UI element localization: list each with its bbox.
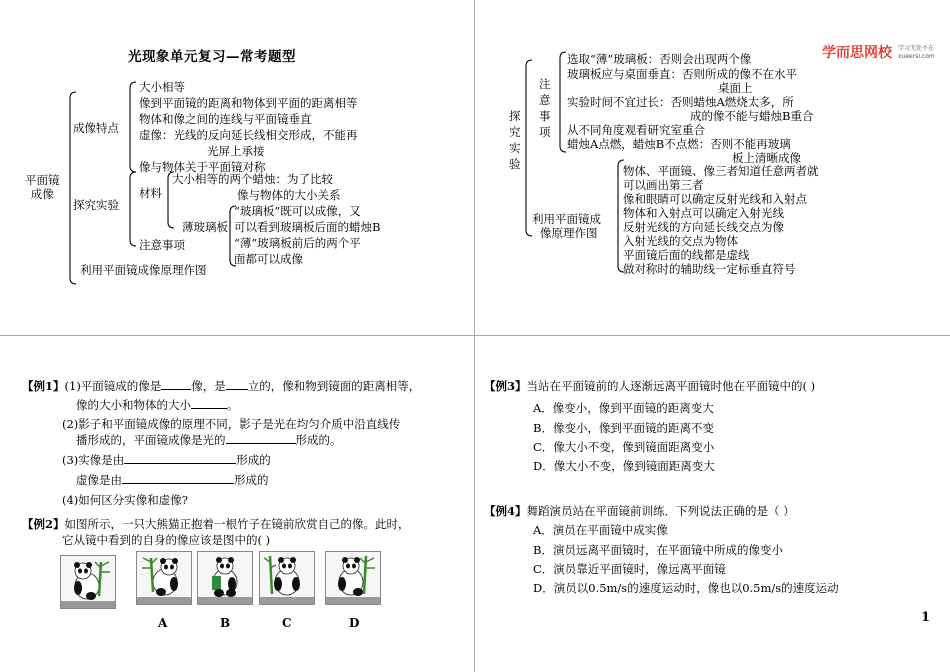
feature-4b: 光屏上承接 [207, 144, 265, 158]
ex1-line-6: 虚像是由 形成的 [76, 470, 269, 490]
sub-glass: 薄玻璃板 [182, 220, 228, 234]
ex1-line-3: (2)影子和平面镜成像的原理不同，影子是光在均匀介质中沿直线传 [62, 417, 401, 431]
glass-note-2: 可以看到玻璃板后面的蜡烛B [234, 220, 381, 234]
right-notes-label: 注 意 事 项 [539, 77, 551, 139]
panda-original-figure [60, 555, 116, 609]
ex4-option-b[interactable]: B．演员远离平面镜时，在平面镜中所成的像变小 [533, 543, 783, 557]
panda-option-a-figure[interactable] [136, 551, 192, 605]
ex3-stem: 【例3】当站在平面镜前的人逐渐远离平面镜时他在平面镜中的( ) [484, 379, 816, 393]
panda-option-b-figure[interactable] [197, 551, 253, 605]
ex1-blank-6 [122, 470, 234, 484]
option-b-label[interactable]: B [220, 616, 231, 630]
ex1-blank-4 [226, 430, 296, 444]
right-root-label: 探 究 实 验 [509, 109, 521, 171]
logo-slogan: 学习无处不在 [898, 45, 935, 52]
ex1-blank-5 [124, 450, 236, 464]
right-note-3b: 成的像不能与蜡烛B重合 [690, 109, 814, 123]
right-note-2b: 桌面上 [718, 81, 753, 95]
floor [198, 597, 252, 604]
panda-option-c-figure[interactable] [259, 551, 315, 605]
ex4-option-d[interactable]: D．演员以0.5m/s的速度运动时，像也以0.5m/s的速度运动 [533, 581, 839, 595]
floor [61, 601, 115, 608]
ex1-line-1: 【例1】(1)平面镜成的像是 像，是 立的，像和物到镜面的距离相等， [22, 376, 420, 396]
glass-note-3: “薄”玻璃板前后的两个平 [234, 236, 361, 250]
ex1-line-2: 像的大小和物体的大小 。 [76, 395, 239, 415]
right-drawing-1: 物体、平面镜、像三者知道任意两者就 [623, 164, 819, 178]
right-drawing-label: 利用平面镜成 像原理作图 [532, 212, 601, 240]
ex1-line-4: 播形成的，平面镜成像是光的 形成的。 [76, 430, 342, 450]
horizontal-divider [0, 335, 950, 336]
materials-candles-2: 像与物体的大小关系 [237, 188, 341, 202]
ex1-line-7: (4)如何区分实像和虚像? [62, 493, 188, 507]
feature-1: 大小相等 [139, 80, 185, 94]
right-drawing-3: 物体和入射点可以确定入射光线 [623, 206, 784, 220]
branch-experiment: 探究实验 [73, 198, 119, 212]
option-a-label[interactable]: A [158, 616, 168, 630]
ex3-option-b[interactable]: B．像变小，像到平面镜的距离不变 [533, 421, 714, 435]
root-label: 平面镜 成像 [25, 173, 60, 201]
right-drawing-4: 反射光线的方向延长线交点为像 [623, 220, 784, 234]
ex2-line-1: 【例2】如图所示，一只大熊猫正抱着一根竹子在镜前欣赏自己的像。此时， [22, 517, 410, 531]
right-drawing-7: 做对称时的辅助线一定标垂直符号 [623, 262, 796, 276]
option-c-label[interactable]: C [282, 616, 292, 630]
ex1-blank-2 [226, 376, 248, 390]
logo-url: xueersi.com [898, 53, 935, 60]
right-note-5: 蜡烛A点燃，蜡烛B不点燃：否则不能再玻璃 [567, 137, 791, 151]
ex1-blank-1 [161, 376, 191, 390]
right-drawing-5: 入射光线的交点为物体 [623, 234, 738, 248]
ex4-label: 【例4】 [484, 504, 527, 518]
ex3-label: 【例3】 [484, 379, 527, 393]
ex2-line-2: 它从镜中看到的自身的像应该是图中的( ) [62, 533, 271, 547]
logo-text: 学而思网校 [822, 45, 892, 61]
ex4-stem: 【例4】舞蹈演员站在平面镜前训练．下列说法正确的是（ ） [484, 504, 795, 518]
glass-note-1: “玻璃板”既可以成像，又 [234, 204, 361, 218]
materials-candles-1: 大小相等的两个蜡烛：为了比较 [172, 172, 333, 186]
feature-5: 像与物体关于平面镜对称 [139, 160, 266, 174]
right-note-5b: 板上清晰成像 [732, 151, 801, 165]
sub-notes: 注意事项 [139, 238, 185, 252]
floor [260, 597, 314, 604]
sub-materials: 材料 [139, 186, 162, 200]
right-note-3: 实验时间不宜过长：否则蜡烛A燃烧太多，所 [567, 95, 794, 109]
glass-note-4: 面都可以成像 [234, 252, 303, 266]
panda-option-d-figure[interactable] [325, 551, 381, 605]
floor [137, 597, 191, 604]
page-title: 光现象单元复习—常考题型 [128, 49, 296, 65]
right-drawing-1b: 可以画出第三者 [623, 178, 704, 192]
page-number: 1 [921, 610, 931, 625]
ex4-option-c[interactable]: C．演员靠近平面镜时，像远离平面镜 [533, 562, 726, 576]
ex2-label: 【例2】 [22, 517, 65, 531]
right-drawing-2: 像和眼睛可以确定反射光线和入射点 [623, 192, 807, 206]
branch-drawing: 利用平面镜成像原理作图 [80, 263, 207, 277]
ex1-line-5: (3)实像是由 形成的 [62, 450, 271, 470]
ex4-option-a[interactable]: A．演员在平面镜中成实像 [533, 523, 668, 537]
ex3-option-d[interactable]: D．像大小不变，像到镜面距离变大 [533, 459, 715, 473]
floor [326, 597, 380, 604]
right-note-2: 玻璃板应与桌面垂直：否则所成的像不在水平 [567, 67, 797, 81]
right-drawing-6: 平面镜后面的线都是虚线 [623, 248, 750, 262]
ex3-option-c[interactable]: C．像大小不变，像到镜面距离变小 [533, 440, 715, 454]
right-note-4: 从不同角度观看研究室重合 [567, 123, 705, 137]
feature-4: 虚像：光线的反向延长线相交形成，不能再 [139, 128, 358, 142]
option-d-label[interactable]: D [349, 616, 360, 630]
ex1-blank-3 [191, 395, 227, 409]
ex1-label: 【例1】 [22, 379, 65, 393]
right-note-1: 选取“薄”玻璃板：否则会出现两个像 [567, 52, 752, 66]
ex3-option-a[interactable]: A．像变小，像到平面镜的距离变大 [533, 401, 714, 415]
feature-3: 物体和像之间的连线与平面镜垂直 [139, 112, 312, 126]
feature-2: 像到平面镜的距离和物体到平面的距离相等 [139, 96, 358, 110]
branch-features: 成像特点 [73, 121, 119, 135]
